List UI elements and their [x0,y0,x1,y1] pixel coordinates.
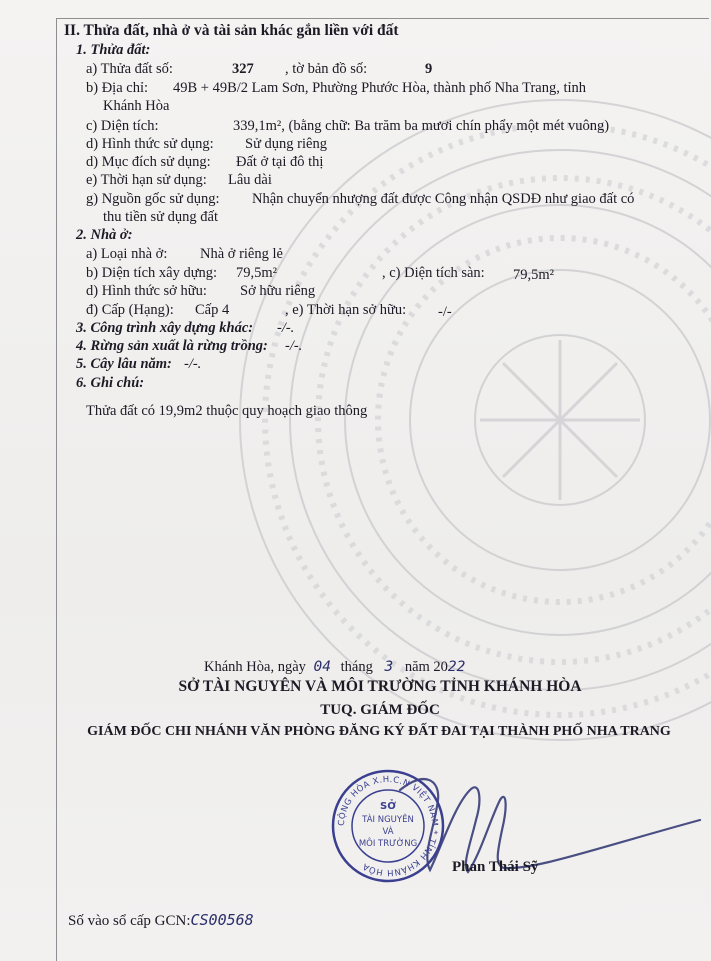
date-prefix: Khánh Hòa, ngày [204,659,306,675]
land-c-label: c) Diện tích: [86,118,159,134]
branch-title: GIÁM ĐỐC CHI NHÁNH VĂN PHÒNG ĐĂNG KÝ ĐẤT ĐAI TẠI THÀNH PHỐ NHA TRANG [87,724,671,739]
land-b-label: b) Địa chỉ: [86,80,149,96]
land-a-label: a) Thửa đất số: [86,61,173,77]
official-seal [330,768,446,884]
land-heading: 1. Thửa đất: [76,42,151,58]
date-day: 04 [313,659,331,675]
land-address-line1: 49B + 49B/2 Lam Sơn, Phường Phước Hòa, thành phố Nha Trang, tỉnh [173,80,587,96]
land-e-label: e) Thời hạn sử dụng: [86,172,207,188]
other-s4-label: 4. Rừng sản xuất là rừng trồng: [76,338,268,354]
signer-name: Phan Thái Sỹ [452,859,539,875]
other-s5-value: -/-. [184,356,202,372]
gcn-number: CS00568 [190,911,254,929]
other-s4-value: -/-. [285,338,303,354]
department-name: SỞ TÀI NGUYÊN VÀ MÔI TRƯỜNG TỈNH KHÁNH HÒA [178,678,582,695]
house-term: -/- [438,304,452,320]
house-c-label: , c) Diện tích sàn: [382,265,485,281]
house-floor-area: 79,5m² [513,267,555,283]
house-b-label: b) Diện tích xây dựng: [86,265,218,281]
land-map-label: , tờ bản đồ số: [285,61,368,77]
land-term: Lâu dài [228,172,272,188]
land-purpose: Đất ở tại đô thị [236,154,324,170]
gcn-label: Số vào sổ cấp GCN: [68,913,191,929]
gcn-record [68,911,254,930]
land-d-label: d) Hình thức sử dụng: [86,136,214,152]
house-d2-label: đ) Cấp (Hạng): [86,302,174,318]
seal-line1: SỞ [380,801,396,812]
land-origin-line1: Nhận chuyển nhượng đất được Công nhận QSDĐ như giao đất có [252,191,635,207]
notes-heading: 6. Ghi chú: [76,375,145,391]
land-address-line2: Khánh Hòa [103,98,170,114]
tuq-title: TUQ. GIÁM ĐỐC [320,702,440,718]
land-map-number: 9 [425,61,433,77]
date-line [204,658,465,676]
house-e-label: , e) Thời hạn sở hữu: [285,302,407,318]
other-s5-label: 5. Cây lâu năm: [76,356,172,372]
land-origin-line2: thu tiền sử dụng đất [103,209,218,225]
house-d-label: d) Hình thức sở hữu: [86,283,207,299]
land-usage-form: Sử dụng riêng [245,136,327,152]
seal-ring-text: CỘNG HÒA X.H.C.N VIỆT NAM * TỈNH KHÁNH HÒA [336,774,440,878]
date-year-suffix: 22 [447,659,466,675]
seal-line3: VÀ [382,827,394,837]
house-build-area: 79,5m² [236,265,278,281]
land-parcel-number: 327 [232,61,254,77]
section-ii-title: II. Thửa đất, nhà ở và tài sản khác gắn liền với đất [64,22,399,39]
date-month: 3 [384,659,394,675]
land-d2-label: d) Mục đích sử dụng: [86,154,211,170]
house-ownership: Sở hữu riêng [240,283,316,299]
house-type: Nhà ở riêng lẻ [200,246,283,262]
other-s3-label: 3. Công trình xây dựng khác: [76,320,254,336]
notes-text: Thửa đất có 19,9m2 thuộc quy hoạch giao thông [86,403,368,419]
land-area-value: 339,1m², (bằng chữ: Ba trăm ba mươi chín phẩy một mét vuông) [233,118,610,134]
house-heading: 2. Nhà ở: [76,227,133,243]
land-g-label: g) Nguồn gốc sử dụng: [86,191,220,207]
seal-line4: MÔI TRƯỜNG [358,839,418,849]
date-month-prefix: tháng [340,659,373,675]
other-s3-value: -/-. [277,320,295,336]
date-year-prefix: năm 20 [404,659,448,675]
seal-line2: TÀI NGUYÊN [362,815,414,825]
house-a-label: a) Loại nhà ở: [86,246,168,262]
house-grade: Cấp 4 [195,302,230,318]
